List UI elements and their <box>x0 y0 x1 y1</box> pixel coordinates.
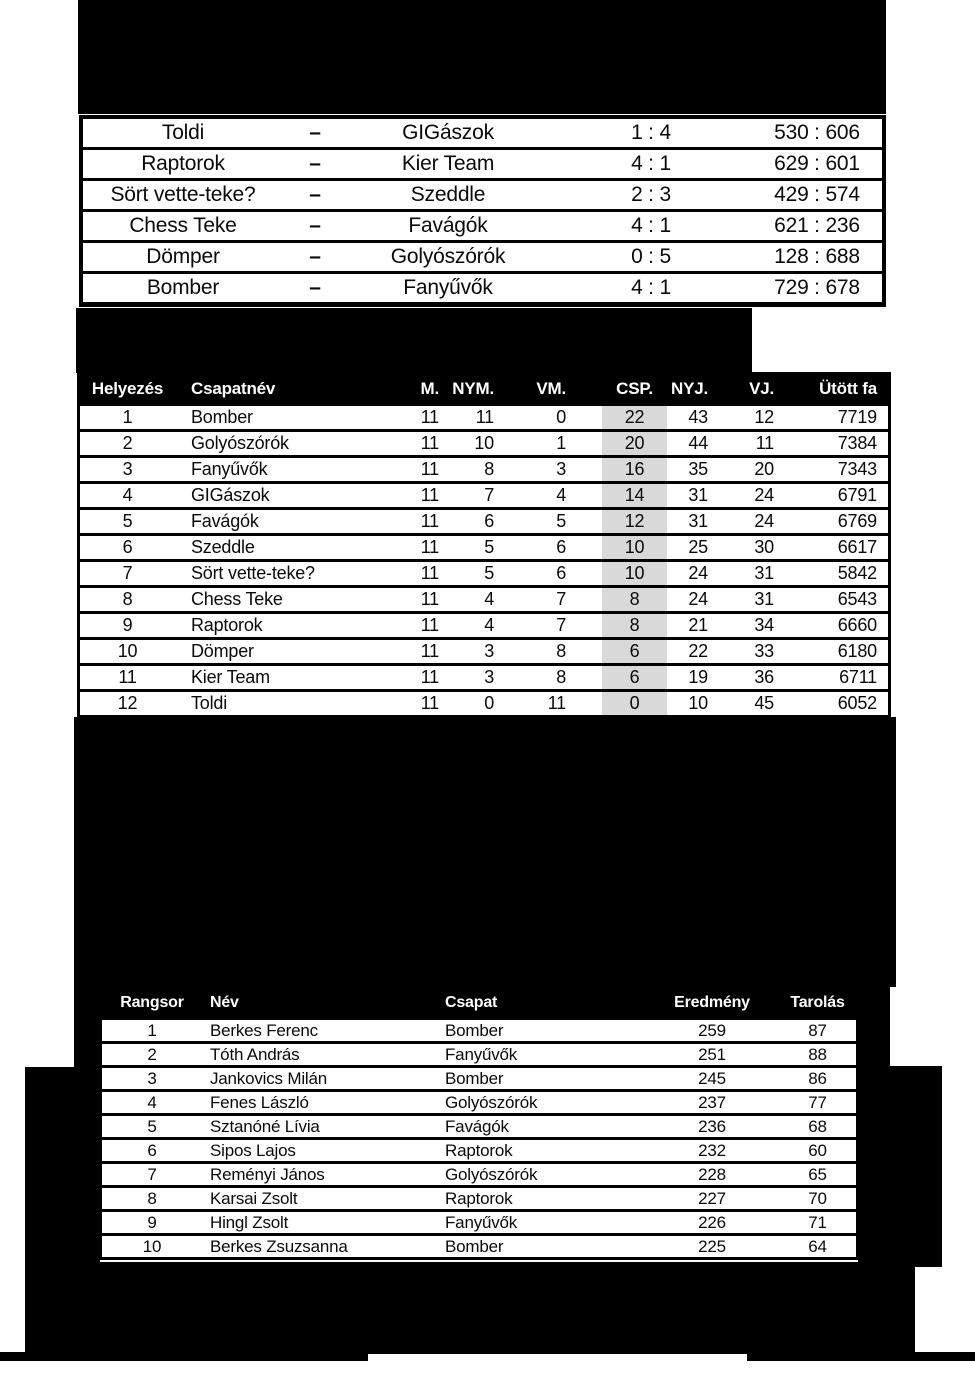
pins-value: 6791 <box>837 485 877 505</box>
matches-value: 11 <box>420 511 439 531</box>
pins-value: 6711 <box>839 667 877 687</box>
rank-value: 11 <box>118 667 137 687</box>
points-value: 12 <box>602 510 667 533</box>
rank-value: 4 <box>122 485 133 505</box>
strikes-value: 70 <box>808 1188 827 1208</box>
header-rank: Rangsor <box>120 994 184 1011</box>
versus-dash: – <box>309 121 321 144</box>
standings-row <box>80 692 888 715</box>
set-score: 0 : 5 <box>631 245 671 268</box>
pins-value: 7384 <box>837 433 877 453</box>
score-value: 251 <box>698 1044 726 1064</box>
rank-value: 10 <box>117 641 138 661</box>
score-value: 226 <box>698 1212 726 1232</box>
losses-value: 7 <box>556 589 566 609</box>
set-score: 4 : 1 <box>631 276 671 299</box>
rank-value: 3 <box>147 1068 157 1088</box>
losses-value: 8 <box>556 667 566 687</box>
set-score: 1 : 4 <box>631 121 671 144</box>
losses-value: 3 <box>556 459 566 479</box>
pins-value: 5842 <box>837 563 877 583</box>
wins-value: 3 <box>484 667 494 687</box>
home-team: Sört vette-teke? <box>110 183 256 206</box>
away-team: Szeddle <box>410 183 486 206</box>
matches-value: 11 <box>420 433 439 453</box>
lost-games-value: 12 <box>754 407 774 427</box>
wins-value: 6 <box>484 511 494 531</box>
match-result-row <box>83 119 882 147</box>
player-name: Reményi János <box>210 1164 325 1184</box>
player-team: Fanyűvők <box>445 1212 518 1232</box>
standings-header-row <box>80 375 888 403</box>
matches-value: 11 <box>420 407 439 427</box>
standings-row <box>80 432 888 455</box>
team-name: Dömper <box>191 641 254 661</box>
strikes-value: 65 <box>808 1164 827 1184</box>
won-games-value: 22 <box>688 641 708 661</box>
match-results-table <box>79 115 886 307</box>
match-result-row <box>83 181 882 209</box>
rank-value: 1 <box>147 1020 157 1040</box>
wins-value: 3 <box>484 641 494 661</box>
matches-value: 11 <box>420 485 439 505</box>
rank-value: 8 <box>147 1188 157 1208</box>
wins-value: 8 <box>484 459 494 479</box>
pinfall-score: 530 : 606 <box>774 121 860 144</box>
individual-row <box>102 1212 856 1233</box>
strikes-value: 68 <box>808 1116 827 1136</box>
wins-value: 5 <box>484 537 494 557</box>
rank-value: 7 <box>147 1164 157 1184</box>
rank-value: 10 <box>142 1236 162 1256</box>
won-games-value: 31 <box>688 485 708 505</box>
pins-value: 6769 <box>837 511 877 531</box>
lost-games-value: 45 <box>754 693 774 713</box>
player-name: Berkes Zsuzsanna <box>210 1236 348 1256</box>
points-value: 16 <box>602 458 667 481</box>
lost-games-value: 33 <box>754 641 774 661</box>
set-score: 4 : 1 <box>631 214 671 237</box>
individual-row <box>102 1044 856 1065</box>
lost-games-value: 34 <box>754 615 774 635</box>
versus-dash: – <box>309 183 321 206</box>
standings-row <box>80 510 888 533</box>
pinfall-score: 128 : 688 <box>774 245 860 268</box>
rank-value: 6 <box>147 1140 157 1160</box>
score-value: 237 <box>698 1092 726 1112</box>
redacted-bottom-edge-right <box>747 1352 975 1361</box>
pinfall-score: 621 : 236 <box>774 214 860 237</box>
individual-row <box>102 1188 856 1209</box>
rank-value: 2 <box>147 1044 157 1064</box>
home-team: Raptorok <box>141 152 225 175</box>
rank-value: 6 <box>122 537 133 557</box>
player-team: Bomber <box>445 1236 504 1256</box>
wins-value: 4 <box>484 615 494 635</box>
losses-value: 4 <box>556 485 566 505</box>
home-team: Dömper <box>146 245 220 268</box>
versus-dash: – <box>309 276 321 299</box>
strikes-value: 64 <box>808 1236 827 1256</box>
matches-value: 11 <box>420 641 439 661</box>
standings-row <box>80 640 888 663</box>
pins-value: 6543 <box>837 589 877 609</box>
score-value: 227 <box>698 1188 726 1208</box>
match-result-row <box>83 212 882 240</box>
rank-value: 8 <box>122 589 133 609</box>
set-score: 4 : 1 <box>631 152 671 175</box>
strikes-value: 88 <box>808 1044 827 1064</box>
matches-value: 11 <box>420 615 439 635</box>
team-name: Chess Teke <box>191 589 283 609</box>
individual-row <box>102 1140 856 1161</box>
redacted-left-strip-wide <box>25 1067 100 1267</box>
score-value: 259 <box>698 1020 726 1040</box>
match-result-row <box>83 274 882 302</box>
home-team: Bomber <box>146 276 220 299</box>
lost-games-value: 24 <box>754 485 774 505</box>
won-games-value: 19 <box>688 667 708 687</box>
pinfall-score: 729 : 678 <box>774 276 860 299</box>
matches-value: 11 <box>420 589 439 609</box>
header-points: CSP. <box>616 379 653 398</box>
strikes-value: 77 <box>808 1092 827 1112</box>
losses-value: 1 <box>556 433 566 453</box>
header-strikes: Tarolás <box>790 994 845 1011</box>
pins-value: 7719 <box>837 407 877 427</box>
matches-value: 11 <box>420 459 439 479</box>
versus-dash: – <box>309 152 321 175</box>
match-result-row <box>83 243 882 271</box>
individual-row <box>102 1236 856 1257</box>
player-team: Bomber <box>445 1068 504 1088</box>
player-name: Berkes Ferenc <box>210 1020 318 1040</box>
won-games-value: 35 <box>688 459 708 479</box>
versus-dash: – <box>309 245 321 268</box>
away-team: Favágók <box>408 214 488 237</box>
header-pins: Ütött fa <box>819 379 877 398</box>
team-name: Szeddle <box>191 537 255 557</box>
standings-row <box>80 484 888 507</box>
team-name: GIGászok <box>191 485 270 505</box>
standings-row <box>80 614 888 637</box>
wins-value: 7 <box>484 485 494 505</box>
standings-table <box>77 372 891 718</box>
won-games-value: 43 <box>688 407 708 427</box>
won-games-value: 24 <box>688 563 708 583</box>
individual-row <box>102 1116 856 1137</box>
lost-games-value: 11 <box>755 433 774 453</box>
player-team: Golyószórók <box>445 1164 538 1184</box>
individual-row <box>102 1164 856 1185</box>
redacted-right-strip-wide <box>858 1066 942 1267</box>
player-team: Raptorok <box>445 1188 513 1208</box>
player-team: Favágók <box>445 1116 509 1136</box>
won-games-value: 25 <box>688 537 708 557</box>
individual-rows <box>102 1020 856 1257</box>
individual-row <box>102 1068 856 1089</box>
standings-row <box>80 458 888 481</box>
losses-value: 6 <box>556 537 566 557</box>
team-name: Sört vette-teke? <box>191 563 315 583</box>
pinfall-score: 629 : 601 <box>774 152 860 175</box>
won-games-value: 21 <box>688 615 708 635</box>
team-name: Fanyűvők <box>191 459 268 479</box>
header-won-games: NYJ. <box>671 379 708 398</box>
rank-value: 4 <box>147 1092 157 1112</box>
wins-value: 11 <box>475 407 494 427</box>
header-losses: VM. <box>536 379 566 398</box>
lost-games-value: 30 <box>754 537 774 557</box>
header-score: Eredmény <box>674 994 750 1011</box>
rank-value: 1 <box>122 407 133 427</box>
matches-value: 11 <box>420 693 439 713</box>
matches-value: 11 <box>420 667 439 687</box>
home-team: Chess Teke <box>129 214 237 237</box>
losses-value: 11 <box>547 693 566 713</box>
player-name: Hingl Zsolt <box>210 1212 289 1232</box>
header-name: Név <box>210 994 239 1011</box>
rank-value: 5 <box>122 511 133 531</box>
points-value: 22 <box>602 406 667 429</box>
won-games-value: 44 <box>688 433 708 453</box>
individual-header-row <box>102 989 856 1017</box>
pins-value: 6660 <box>837 615 877 635</box>
points-value: 0 <box>602 692 667 715</box>
player-team: Golyószórók <box>445 1092 538 1112</box>
matches-value: 11 <box>420 537 439 557</box>
versus-dash: – <box>309 214 321 237</box>
strikes-value: 60 <box>808 1140 827 1160</box>
player-name: Fenes László <box>210 1092 309 1112</box>
standings-row <box>80 562 888 585</box>
rank-value: 12 <box>117 693 138 713</box>
pins-value: 7343 <box>837 459 877 479</box>
rank-value: 9 <box>122 615 133 635</box>
losses-value: 6 <box>556 563 566 583</box>
redacted-title-block <box>78 0 886 114</box>
player-name: Karsai Zsolt <box>210 1188 298 1208</box>
wins-value: 10 <box>474 433 494 453</box>
points-value: 8 <box>602 588 667 611</box>
lost-games-value: 31 <box>754 589 774 609</box>
header-team: Csapat <box>445 994 498 1011</box>
score-value: 236 <box>698 1116 726 1136</box>
points-value: 6 <box>602 666 667 689</box>
redacted-bottom-block <box>25 1262 915 1354</box>
match-result-row <box>83 150 882 178</box>
player-name: Tóth András <box>210 1044 300 1064</box>
losses-value: 0 <box>556 407 566 427</box>
team-name: Bomber <box>191 407 253 427</box>
rank-value: 9 <box>147 1212 157 1232</box>
lost-games-value: 36 <box>754 667 774 687</box>
points-value: 6 <box>602 640 667 663</box>
redacted-bottom-edge-left <box>0 1352 368 1361</box>
won-games-value: 10 <box>688 693 708 713</box>
away-team: GIGászok <box>402 121 494 144</box>
away-team: Fanyűvők <box>403 276 493 299</box>
wins-value: 0 <box>484 693 494 713</box>
team-name: Golyószórók <box>191 433 289 453</box>
home-team: Toldi <box>161 121 205 144</box>
team-name: Favágók <box>191 511 259 531</box>
lost-games-value: 31 <box>754 563 774 583</box>
header-lost-games: VJ. <box>749 379 774 398</box>
standings-row <box>80 666 888 689</box>
points-value: 8 <box>602 614 667 637</box>
player-team: Bomber <box>445 1020 504 1040</box>
score-value: 225 <box>698 1236 726 1256</box>
rank-value: 2 <box>122 433 133 453</box>
points-value: 10 <box>602 536 667 559</box>
lost-games-value: 24 <box>754 511 774 531</box>
header-wins: NYM. <box>452 379 494 398</box>
matches-value: 11 <box>420 563 439 583</box>
pins-value: 6052 <box>837 693 877 713</box>
standings-row <box>80 406 888 429</box>
team-name: Kier Team <box>191 667 270 687</box>
header-rank: Helyezés <box>91 379 164 398</box>
player-name: Sipos Lajos <box>210 1140 296 1160</box>
points-value: 20 <box>602 432 667 455</box>
standings-row <box>80 536 888 559</box>
individual-row <box>102 1020 856 1041</box>
set-score: 2 : 3 <box>631 183 671 206</box>
individual-row <box>102 1092 856 1113</box>
wins-value: 4 <box>484 589 494 609</box>
wins-value: 5 <box>484 563 494 583</box>
redacted-right-strip <box>858 985 890 1067</box>
losses-value: 7 <box>556 615 566 635</box>
away-team: Golyószórók <box>390 245 506 268</box>
score-value: 228 <box>698 1164 726 1184</box>
away-team: Kier Team <box>401 152 495 175</box>
pins-value: 6617 <box>837 537 877 557</box>
losses-value: 8 <box>556 641 566 661</box>
points-value: 10 <box>602 562 667 585</box>
lost-games-value: 20 <box>754 459 774 479</box>
rank-value: 5 <box>147 1116 157 1136</box>
team-name: Raptorok <box>191 615 263 635</box>
player-name: Jankovics Milán <box>210 1068 327 1088</box>
won-games-value: 31 <box>688 511 708 531</box>
standings-rows <box>80 406 888 715</box>
standings-row <box>80 588 888 611</box>
pins-value: 6180 <box>837 641 877 661</box>
strikes-value: 87 <box>808 1020 827 1040</box>
score-value: 245 <box>698 1068 726 1088</box>
rank-value: 7 <box>122 563 133 583</box>
redacted-subtitle-block <box>76 308 752 373</box>
score-value: 232 <box>698 1140 726 1160</box>
won-games-value: 24 <box>688 589 708 609</box>
redacted-middle-block <box>74 717 896 987</box>
player-team: Fanyűvők <box>445 1044 518 1064</box>
player-team: Raptorok <box>445 1140 513 1160</box>
team-name: Toldi <box>191 693 228 713</box>
rank-value: 3 <box>122 459 133 479</box>
strikes-value: 71 <box>808 1212 827 1232</box>
header-team: Csapatnév <box>191 379 276 398</box>
losses-value: 5 <box>556 511 566 531</box>
pinfall-score: 429 : 574 <box>774 183 860 206</box>
strikes-value: 86 <box>808 1068 827 1088</box>
header-matches: M. <box>420 379 439 398</box>
player-name: Sztanóné Lívia <box>210 1116 320 1136</box>
points-value: 14 <box>602 484 667 507</box>
individual-ranking-table <box>99 986 859 1260</box>
